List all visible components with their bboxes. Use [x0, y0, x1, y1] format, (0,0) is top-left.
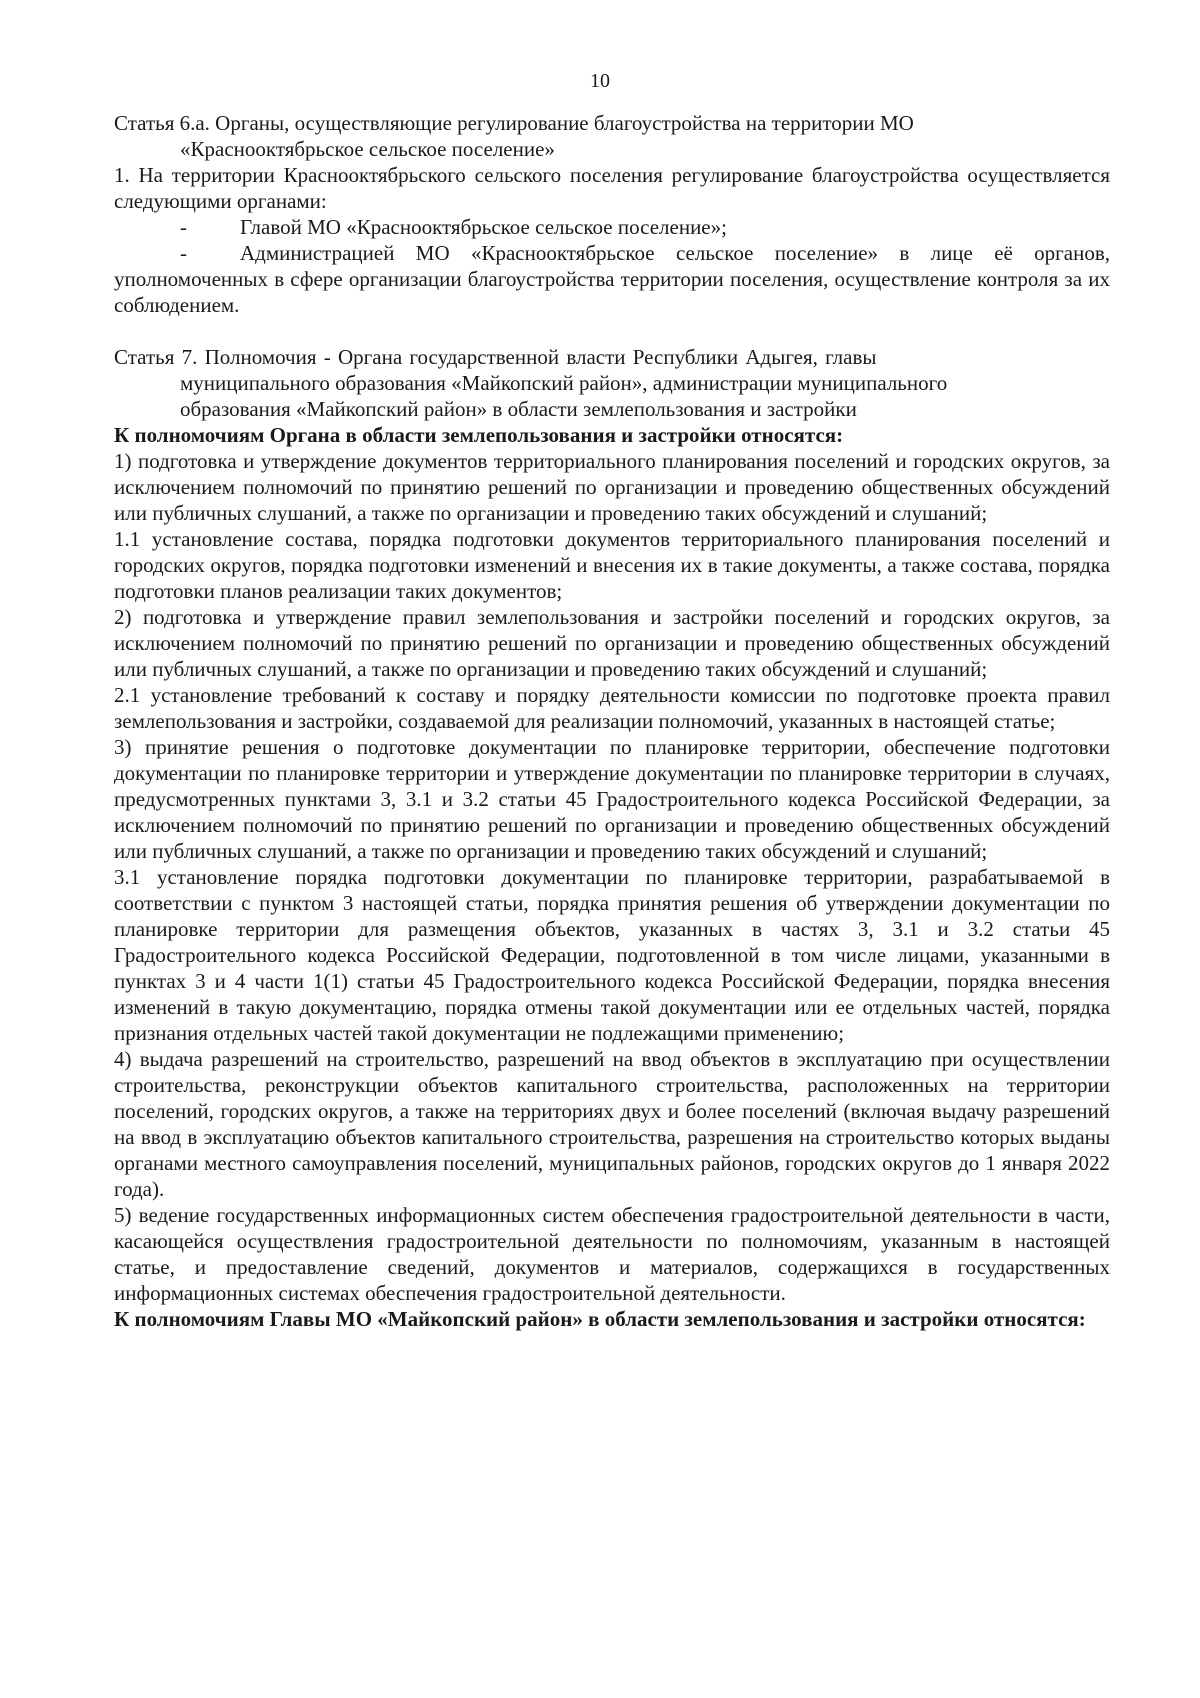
article-7-bold-outro: К полномочиям Главы МО «Майкопский район» в области землепользования и застройки относятся: [114, 1307, 1086, 1331]
article-6a-title-line2: «Краснооктябрьское сельское поселение» [180, 137, 555, 161]
article-7-bold-intro: К полномочиям Органа в области землепользования и застройки относятся: [114, 423, 844, 447]
article-7-item-1-1: 1.1 установление состава, порядка подготовки документов территориального планирования поселений и городских округов, порядка подготовки изменений и внесения их в такие документы, а также состава, порядка подготовки планов реализации таких документов; [114, 527, 1110, 603]
article-7-item-5: 5) ведение государственных информационных систем обеспечения градостроительной деятельности в части, касающейся осуществления градостроительной деятельности по полномочиям, указанным в настоящей статье, и предоставление сведений, документов и материалов, содержащихся в государственных информационных системах обеспечения градостроительной деятельности. [114, 1203, 1110, 1305]
article-7-title [114, 344, 1110, 422]
article-7-item-2: 2) подготовка и утверждение правил землепользования и застройки поселений и городских округов, за исключением полномочий по принятию решений по организации и проведению общественных обсуждений или публичных слушаний, а также по организации и проведению таких обсуждений и слушаний; [114, 605, 1110, 681]
article-6a-bullet-1 [114, 214, 1110, 240]
article-6a-bullet-2 [114, 240, 1110, 318]
bullet-text: Главой МО «Краснооктябрьское сельское поселение»; [240, 215, 727, 239]
article-6a-title-line1: Статья 6.а. Органы, осуществляющие регулирование благоустройства на территории МО [114, 111, 914, 135]
page-number: 10 [590, 70, 610, 92]
bullet-dash: - [180, 241, 187, 265]
bullet-dash: - [180, 215, 187, 239]
bullet-text: Администрацией МО «Краснооктябрьское сельское поселение» в лице её органов, уполномоченных в сфере организации благоустройства территории поселения, осуществление контроля за их соблюдением. [114, 241, 1110, 317]
article-7-title-line3: образования «Майкопский район» в области землепользования и застройки [180, 397, 857, 421]
article-7-item-2-1: 2.1 установление требований к составу и порядку деятельности комиссии по подготовке проекта правил землепользования и застройки, создаваемой для реализации полномочий, указанных в настоящей статье; [114, 683, 1110, 733]
document-body [114, 110, 1110, 1332]
article-7-title-line2: муниципального образования «Майкопский район», администрации муниципального [180, 371, 948, 395]
article-6a-paragraph-1: 1. На территории Краснооктябрьского сельского поселения регулирование благоустройства осуществляется следующими органами: [114, 163, 1110, 213]
article-7-item-1: 1) подготовка и утверждение документов территориального планирования поселений и городских округов, за исключением полномочий по принятию решений по организации и проведению общественных обсуждений или публичных слушаний, а также по организации и проведению таких обсуждений и слушаний; [114, 449, 1110, 525]
article-7-item-3-1: 3.1 установление порядка подготовки документации по планировке территории, разрабатываемой в соответствии с пунктом 3 настоящей статьи, порядка принятия решения об утверждении документации по планировке территории для размещения объектов, указанных в частях 3, 3.1 и 3.2 статьи 45 Градостроительного кодекса Российской Федерации, подготовленной в том числе лицами, указанными в пунктах 3 и 4 части 1(1) статьи 45 Градостроительного кодекса Российской Федерации, порядка внесения изменений в такую документацию, порядка отмены такой документации или ее отдельных частей, порядка признания отдельных частей такой документации не подлежащими применению; [114, 865, 1110, 1045]
article-7-item-3: 3) принятие решения о подготовке документации по планировке территории, обеспечение подготовки документации по планировке территории и утверждение документации по планировке территории в случаях, предусмотренных пунктами 3, 3.1 и 3.2 статьи 45 Градостроительного кодекса Российской Федерации, за исключением полномочий по принятию решений по организации и проведению общественных обсуждений или публичных слушаний, а также по организации и проведению таких обсуждений и слушаний; [114, 735, 1110, 863]
article-7-item-4: 4) выдача разрешений на строительство, разрешений на ввод объектов в эксплуатацию при осуществлении строительства, реконструкции объектов капитального строительства, расположенных на территории поселений, городских округов, а также на территориях двух и более поселений (включая выдачу разрешений на ввод в эксплуатацию объектов капитального строительства, разрешения на строительство которых выданы органами местного самоуправления поселений, муниципальных районов, городских округов до 1 января 2022 года). [114, 1047, 1110, 1201]
article-6a-title [114, 110, 1110, 162]
article-7-title-line1: Статья 7. Полномочия - Органа государственной власти Республики Адыгея, главы [114, 345, 877, 369]
